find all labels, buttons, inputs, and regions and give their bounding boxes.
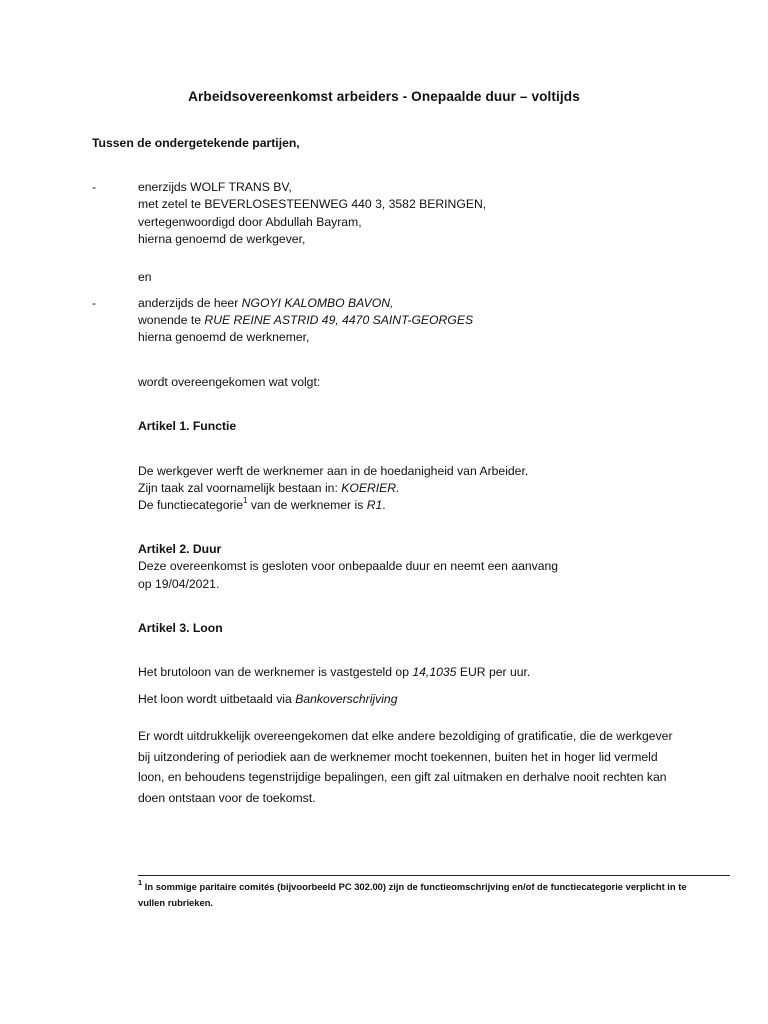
employee-line-1-prefix: anderzijds de heer: [138, 296, 242, 310]
document-title: Arbeidsovereenkomst arbeiders - Onepaalde duur – voltijds: [188, 89, 580, 104]
footnote-reference: 1: [243, 495, 248, 505]
employee-dash: -: [92, 296, 97, 310]
article-1-line-3: [138, 495, 386, 512]
employee-line-1: [138, 296, 393, 310]
article-3-paragraph: Er wordt uitdrukkelijk overeengekomen dat elke andere bezoldiging of gratificatie, die de werkgever bij uitzondering of periodiek aan de werknemer mocht toekennen, buiten het in hoger lid vermeld loon, en behoudens tegenstrijdige bepalingen, een gift zal uitmaken en derhalve nooit rechten kan doen ontstaan voor de toekomst.: [138, 729, 673, 805]
employer-line-4: hierna genoemd de werkgever,: [138, 232, 306, 246]
article-3-payment-prefix: Het loon wordt uitbetaald via: [138, 692, 296, 706]
article-1-line-3-end: .: [382, 498, 386, 512]
article-1-line-1: De werkgever werft de werknemer aan in de hoedanigheid van Arbeider.: [138, 464, 529, 478]
employee-line-3: hierna genoemd de werknemer,: [138, 330, 310, 344]
article-1-heading: Artikel 1. Functie: [138, 419, 237, 433]
article-3-wage-suffix: EUR per uur.: [456, 665, 531, 679]
article-3-payment-method: Bankoverschrijving: [295, 692, 398, 706]
employer-line-1: enerzijds WOLF TRANS BV,: [138, 180, 292, 194]
article-1-line-3-prefix: De functiecategorie: [138, 498, 244, 512]
employee-address: RUE REINE ASTRID 49, 4470 SAINT-GEORGES: [204, 313, 474, 327]
footnote: [138, 879, 698, 911]
article-3-wage-line: [138, 665, 530, 679]
footnote-text: In sommige paritaire comités (bijvoorbeeld PC 302.00) zijn de functieomschrijving en/of de functiecategorie verplicht in te vullen rubrieken.: [138, 881, 687, 908]
employee-line-2: [138, 313, 473, 327]
article-3-payment-line: [138, 692, 397, 706]
employee-name: NGOYI KALOMBO BAVON,: [241, 296, 394, 310]
article-2-line-2: op 19/04/2021.: [138, 577, 220, 591]
article-3-wage-value: 14,1035: [412, 665, 457, 679]
employer-line-3: vertegenwoordigd door Abdullah Bayram,: [138, 215, 362, 229]
article-3-heading: Artikel 3. Loon: [138, 621, 223, 635]
footnote-marker: 1: [138, 877, 143, 887]
article-1-line-2-prefix: Zijn taak zal voornamelijk bestaan in:: [138, 481, 342, 495]
article-2-line-1: Deze overeenkomst is gesloten voor onbepaalde duur en neemt een aanvang: [138, 559, 559, 573]
article-1-task: KOERIER.: [341, 481, 400, 495]
article-3-wage-prefix: Het brutoloon van de werknemer is vastgesteld op: [138, 665, 413, 679]
employer-dash: -: [92, 180, 97, 194]
agreement-intro: wordt overeengekomen wat volgt:: [138, 375, 321, 389]
employer-line-2: met zetel te BEVERLOSESTEENWEG 440 3, 3582 BERINGEN,: [138, 197, 487, 211]
conjunction-text: en: [138, 270, 152, 284]
article-1-category: R1: [366, 498, 383, 512]
employee-line-2-prefix: wonende te: [138, 313, 205, 327]
article-2-heading: Artikel 2. Duur: [138, 542, 222, 556]
footnote-separator: [138, 875, 730, 876]
article-1-line-3-mid: van de werknemer is: [247, 498, 367, 512]
parties-heading: Tussen de ondergetekende partijen,: [92, 136, 300, 150]
article-1-line-2: [138, 481, 399, 495]
